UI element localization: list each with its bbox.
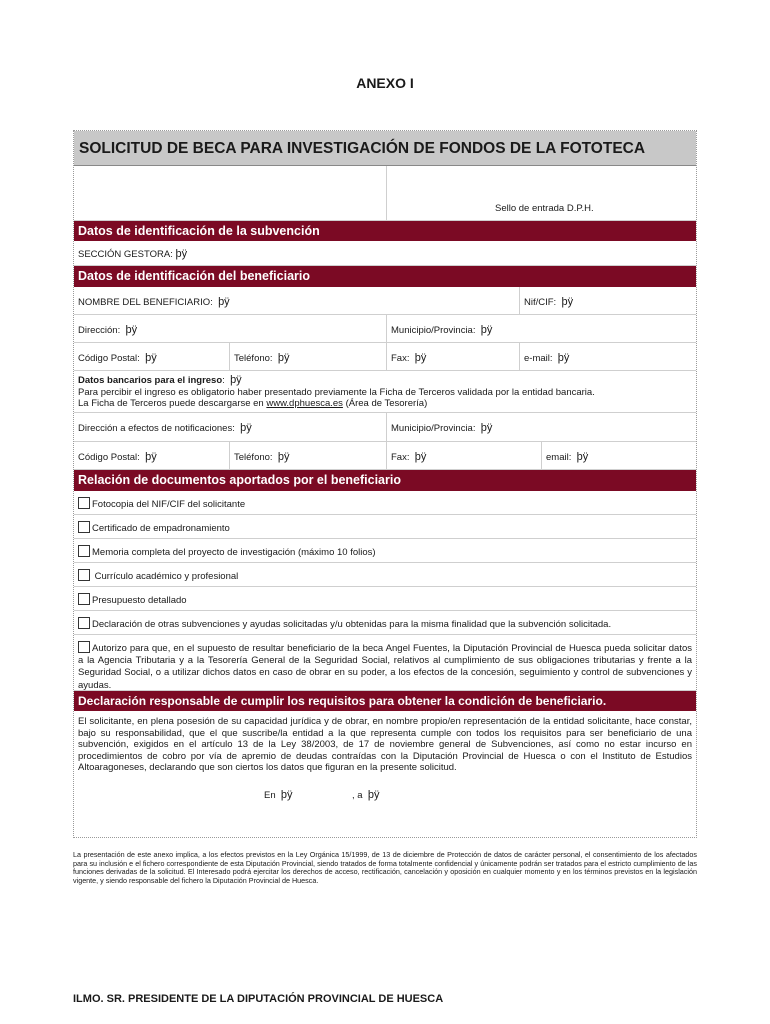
- section-header-beneficiario: Datos de identificación del beneficiario: [74, 266, 696, 287]
- section-header-declaracion: Declaración responsable de cumplir los requisitos para obtener la condición de beneficiario.: [74, 691, 696, 711]
- notif-fax-field[interactable]: þÿ: [414, 451, 427, 463]
- cp-label: Código Postal:: [78, 353, 140, 364]
- document-label: Currículo académico y profesional: [92, 571, 239, 582]
- fax-label: Fax:: [391, 353, 410, 364]
- notif-direccion-field[interactable]: þÿ: [240, 422, 252, 434]
- fecha-field[interactable]: þÿ: [367, 789, 380, 801]
- application-form: [73, 130, 697, 838]
- nombre-field[interactable]: þÿ: [218, 296, 230, 308]
- telefono-field[interactable]: þÿ: [277, 352, 290, 364]
- nombre-label: NOMBRE DEL BENEFICIARIO:: [78, 297, 213, 308]
- municipio-field[interactable]: þÿ: [480, 324, 493, 336]
- nif-field[interactable]: þÿ: [561, 296, 574, 308]
- autorizo-checkbox[interactable]: [78, 641, 90, 653]
- addressee: ILMO. SR. PRESIDENTE DE LA DIPUTACIÓN PROVINCIAL DE HUESCA: [73, 993, 444, 1005]
- nombre-row: [74, 287, 696, 315]
- nif-label: Nif/CIF:: [524, 297, 557, 308]
- en-label: En: [264, 790, 276, 801]
- seccion-gestora-field[interactable]: þÿ: [175, 248, 188, 260]
- section-header-subvencion: Datos de identificación de la subvención: [74, 221, 696, 241]
- declaracion-text: El solicitante, en plena posesión de su capacidad jurídica y de obrar, en nombre propio/en representación de la entidad solicitante, hace constar, bajo su responsabilidad, que el que suscribe/la entidad a la que representa cumple con todos los requisitos para ser beneficiario de una subvención, exigidos en el artículo 13 de la Ley 38/2003, de 17 de noviembre general de Subvenciones, así como no estar incurso en procedimientos de cobro por vía de apremio de deudas contraídas con la Diputación Provincial de Huesca o con el Instituto de Estudios Altoaragoneses, declarando que son ciertos los datos que figuran en la presente solicitud.: [78, 716, 692, 773]
- notif-municipio-label: Municipio/Provincia:: [391, 423, 476, 434]
- notif-contacto-row: [74, 442, 696, 470]
- lugar-field[interactable]: þÿ: [280, 789, 293, 801]
- notif-telefono-label: Teléfono:: [234, 452, 273, 463]
- document-label: Fotocopia del NIF/CIF del solicitante: [92, 499, 246, 510]
- section-header-documentos: Relación de documentos aportados por el beneficiario: [74, 470, 696, 491]
- document-checkbox[interactable]: [78, 521, 90, 533]
- bancarios-line2-pre: La Ficha de Terceros puede descargarse en: [78, 398, 264, 409]
- stamp-label: Sello de entrada D.P.H.: [495, 203, 594, 214]
- email-field[interactable]: þÿ: [557, 352, 570, 364]
- fax-field[interactable]: þÿ: [414, 352, 427, 364]
- cp-field[interactable]: þÿ: [145, 352, 157, 364]
- notif-fax-label: Fax:: [391, 452, 410, 463]
- dphuesca-link[interactable]: www.dphuesca.es: [266, 398, 343, 409]
- bancarios-label: Datos bancarios para el ingreso: [78, 375, 223, 386]
- bancarios-line1: Para percibir el ingreso es obligatorio haber presentado previamente la Ficha de Terceros validada por la entidad bancaria.: [78, 386, 595, 398]
- autorizo-text: Autorizo para que, en el supuesto de resultar beneficiario de la beca Angel Fuentes, la Diputación Provincial de Huesca pueda solicitar datos a la Agencia Tributaria y a la Tesorería General de la Seguridad Social, relativos al cumplimiento de sus obligaciones tributarias y frente a la Seguridad Social, o a utilizar dichos datos en caso de obrar en su poder, a los efectos de la concesión, seguimiento y control de subvenciones y ayudas.: [78, 643, 692, 691]
- document-item: [74, 587, 696, 611]
- a-label: , a: [352, 790, 363, 801]
- bancarios-field[interactable]: þÿ: [230, 374, 242, 386]
- lugar-fecha-row: [74, 783, 696, 813]
- autorizo-row: [74, 635, 696, 691]
- telefono-label: Teléfono:: [234, 353, 273, 364]
- annex-title: ANEXO I: [356, 75, 414, 91]
- stamp-row: [74, 166, 696, 221]
- privacy-footer: La presentación de este anexo implica, a los efectos previstos en la Ley Orgánica 15/1999, de 13 de diciembre de Protección de datos de carácter personal, el consentimiento de los afectados para su inclusión e el fichero correspondiente de esta Diputación Provincial, siendo tratados de forma totalmente confidencial y únicamente podrán ser tratados para el estricto cumplimiento de las funciones derivadas de la solicitud. El Interesado podrá ejercitar los derechos de acceso, rectificación, cancelación y oposición en cualquier momento y en los términos previstos en la legislación vigente, y siendo responsable del fichero la Diputación Provincial de Huesca.: [73, 850, 697, 885]
- direccion-field[interactable]: þÿ: [125, 324, 138, 336]
- notif-municipio-field[interactable]: þÿ: [480, 422, 493, 434]
- document-item: [74, 539, 696, 563]
- form-title: SOLICITUD DE BECA PARA INVESTIGACIÓN DE FONDOS DE LA FOTOTECA: [74, 131, 696, 166]
- notif-direccion-label: Dirección a efectos de notificaciones:: [78, 423, 235, 434]
- document-checkbox[interactable]: [78, 593, 90, 605]
- document-item: [74, 611, 696, 635]
- notif-cp-field[interactable]: þÿ: [145, 451, 157, 463]
- declaracion-text-row: [74, 711, 696, 775]
- stamp-box: [386, 166, 698, 220]
- document-label: Presupuesto detallado: [92, 595, 187, 606]
- blank-box: [74, 166, 386, 220]
- notif-telefono-field[interactable]: þÿ: [277, 451, 290, 463]
- document-item: [74, 563, 696, 587]
- direccion-label: Dirección:: [78, 325, 121, 336]
- notif-cp-label: Código Postal:: [78, 452, 140, 463]
- seccion-gestora-row: [74, 241, 696, 266]
- document-item: [74, 491, 696, 515]
- direccion-row: [74, 315, 696, 343]
- document-checkbox[interactable]: [78, 497, 90, 509]
- document-item: [74, 515, 696, 539]
- document-checkbox[interactable]: [78, 545, 90, 557]
- document-label: Declaración de otras subvenciones y ayudas solicitadas y/u obtenidas para la misma finalidad que la subvención solicitada.: [92, 619, 612, 630]
- contacto-row: [74, 343, 696, 371]
- notificaciones-row: [74, 413, 696, 442]
- notif-email-field[interactable]: þÿ: [576, 451, 589, 463]
- document-label: Certificado de empadronamiento: [92, 523, 230, 534]
- document-checkbox[interactable]: [78, 569, 90, 581]
- document-checkbox[interactable]: [78, 617, 90, 629]
- bancarios-line2-post: (Área de Tesorería): [345, 398, 428, 409]
- seccion-gestora-label: SECCIÓN GESTORA:: [78, 249, 173, 260]
- notif-email-label: email:: [546, 452, 572, 463]
- bancarios-row: Datos bancarios para el ingreso: þÿ Para percibir el ingreso es obligatorio haber presentado previamente la Ficha de Terceros validada por la entidad bancaria. La Ficha de Terceros puede descargarse en www.dphuesca.es (Área de Tesorería): [74, 371, 696, 413]
- document-label: Memoria completa del proyecto de investigación (máximo 10 folios): [92, 547, 376, 558]
- municipio-label: Municipio/Provincia:: [391, 325, 476, 336]
- email-label: e-mail:: [524, 353, 553, 364]
